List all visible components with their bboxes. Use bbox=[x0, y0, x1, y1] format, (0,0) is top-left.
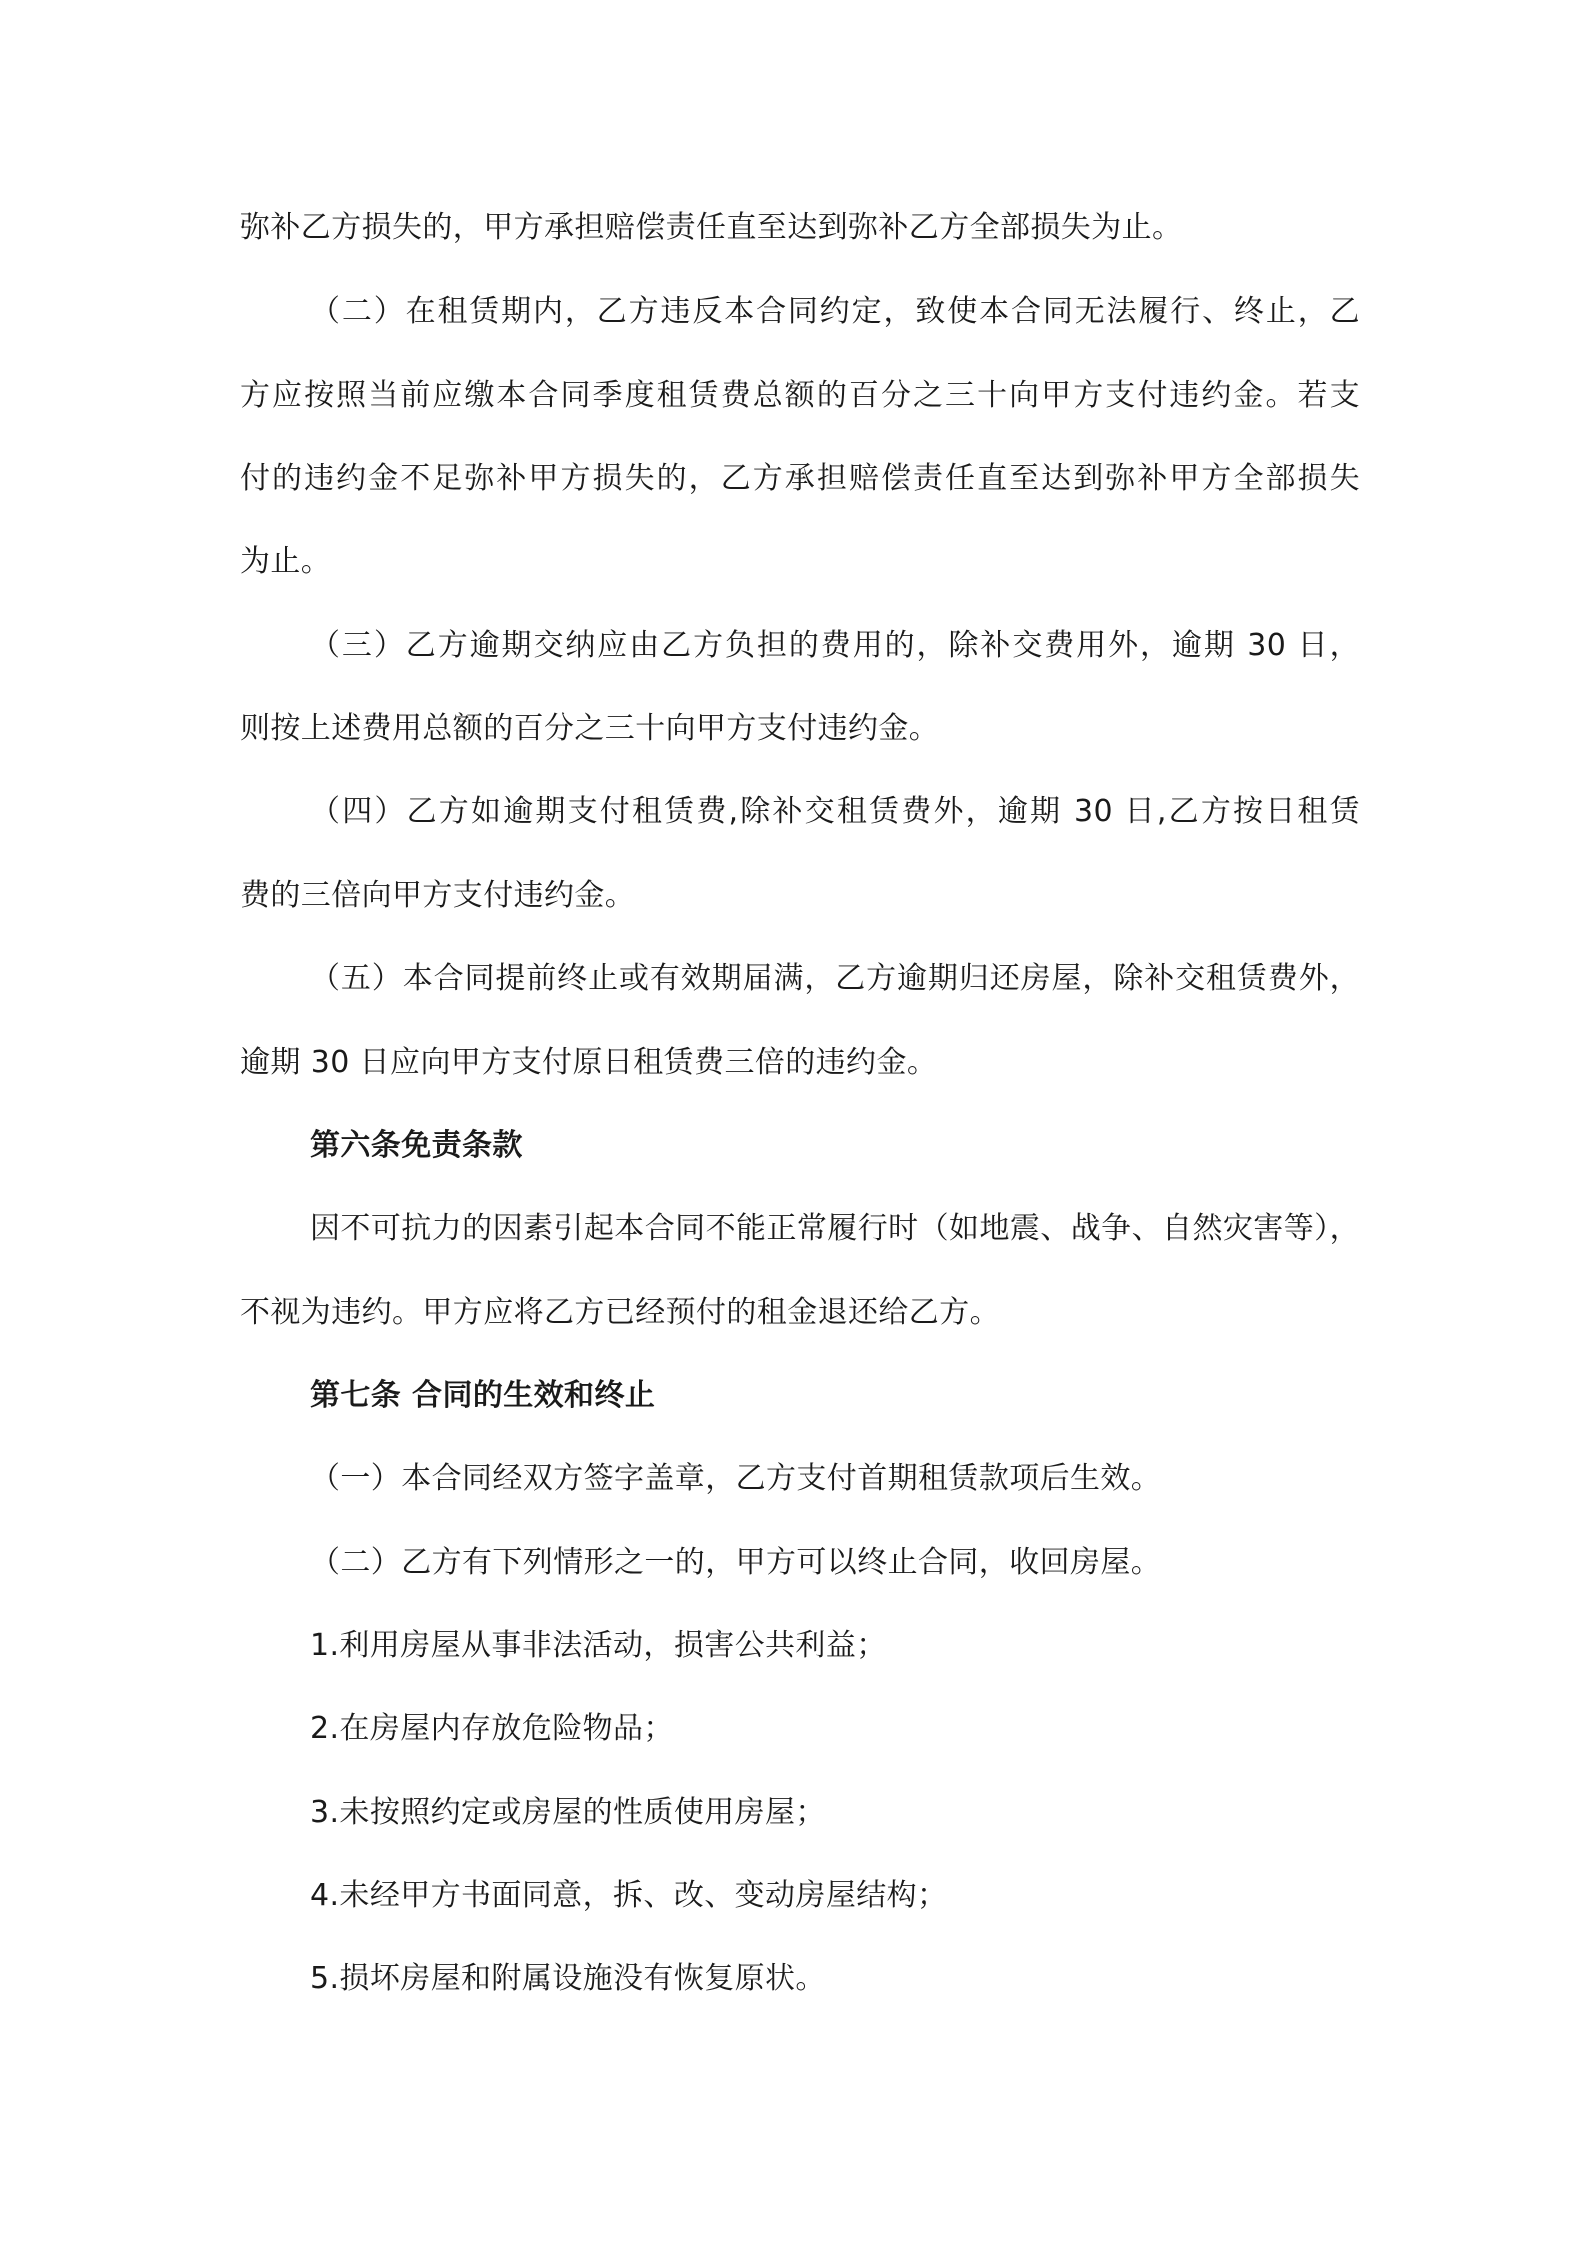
paragraph-line: 方应按照当前应缴本合同季度租赁费总额的百分之三十向甲方支付违约金。若支 bbox=[240, 378, 1360, 413]
paragraph-line: 费的三倍向甲方支付违约金。 bbox=[240, 878, 636, 913]
list-item: 3.未按照约定或房屋的性质使用房屋； bbox=[310, 1795, 826, 1830]
list-item: 4.未经甲方书面同意，拆、改、变动房屋结构； bbox=[310, 1878, 948, 1913]
section-heading: 第七条 合同的生效和终止 bbox=[310, 1378, 656, 1413]
list-item: 2.在房屋内存放危险物品； bbox=[310, 1711, 674, 1746]
list-item: 1.利用房屋从事非法活动，损害公共利益； bbox=[310, 1628, 887, 1663]
section-heading: 第六条免责条款 bbox=[310, 1128, 523, 1163]
paragraph-line: 为止。 bbox=[240, 544, 332, 579]
list-item: 5.损坏房屋和附属设施没有恢复原状。 bbox=[310, 1961, 826, 1996]
paragraph-line: （三）乙方逾期交纳应由乙方负担的费用的，除补交费用外，逾期 30 日， bbox=[310, 628, 1360, 663]
paragraph-line: 则按上述费用总额的百分之三十向甲方支付违约金。 bbox=[240, 711, 940, 746]
paragraph-line: （二）在租赁期内，乙方违反本合同约定，致使本合同无法履行、终止，乙 bbox=[310, 294, 1360, 329]
paragraph-line: 因不可抗力的因素引起本合同不能正常履行时（如地震、战争、自然灾害等）， bbox=[310, 1211, 1360, 1246]
paragraph-line: （五）本合同提前终止或有效期届满，乙方逾期归还房屋，除补交租赁费外， bbox=[310, 961, 1360, 996]
paragraph-line: 弥补乙方损失的，甲方承担赔偿责任直至达到弥补乙方全部损失为止。 bbox=[240, 210, 1183, 245]
paragraph-line: （二）乙方有下列情形之一的，甲方可以终止合同，收回房屋。 bbox=[310, 1545, 1162, 1580]
paragraph-line: 逾期 30 日应向甲方支付原日租赁费三倍的违约金。 bbox=[240, 1045, 938, 1080]
paragraph-line: 不视为违约。甲方应将乙方已经预付的租金退还给乙方。 bbox=[240, 1295, 1000, 1330]
paragraph-line: （一）本合同经双方签字盖章，乙方支付首期租赁款项后生效。 bbox=[310, 1461, 1162, 1496]
paragraph-line: （四）乙方如逾期支付租赁费,除补交租赁费外，逾期 30 日,乙方按日租赁 bbox=[310, 794, 1360, 829]
paragraph-line: 付的违约金不足弥补甲方损失的，乙方承担赔偿责任直至达到弥补甲方全部损失 bbox=[240, 461, 1360, 496]
